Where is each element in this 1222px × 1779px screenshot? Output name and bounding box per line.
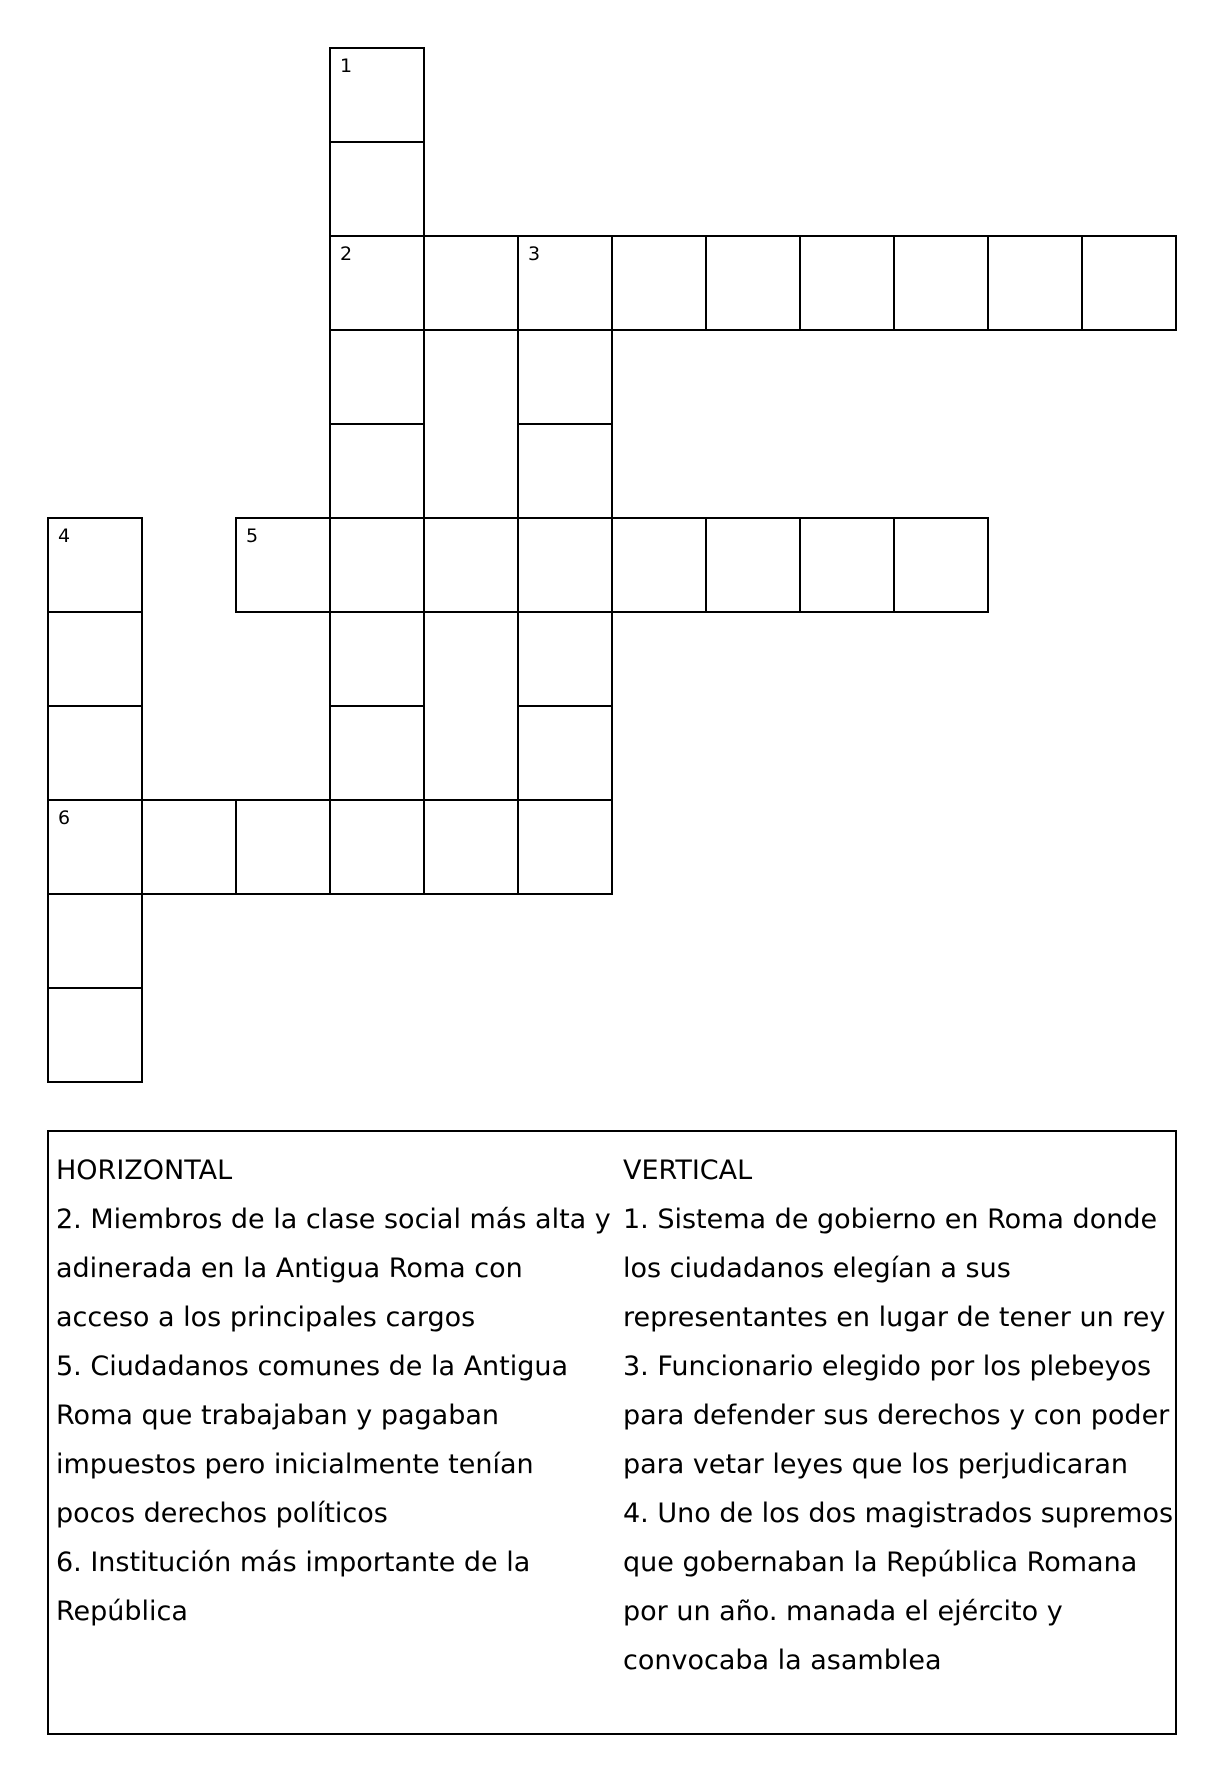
crossword-cell[interactable] xyxy=(329,517,425,613)
crossword-cell[interactable] xyxy=(987,235,1083,331)
crossword-cell[interactable] xyxy=(47,987,143,1083)
clue-line: 4. Uno de los dos magistrados supremos xyxy=(623,1498,1174,1529)
clue-line: República xyxy=(56,1596,188,1627)
crossword-cell[interactable] xyxy=(329,611,425,707)
crossword-cell[interactable] xyxy=(517,705,613,801)
crossword-cell[interactable] xyxy=(329,799,425,895)
clue-line: pocos derechos políticos xyxy=(56,1498,388,1529)
crossword-cell[interactable] xyxy=(329,423,425,519)
crossword-cell[interactable] xyxy=(47,705,143,801)
clue-line: adinerada en la Antigua Roma con xyxy=(56,1253,523,1284)
crossword-cell[interactable] xyxy=(141,799,237,895)
crossword-cell[interactable] xyxy=(517,611,613,707)
clue-line: Roma que trabajaban y pagaban xyxy=(56,1400,500,1431)
clue-line: representantes en lugar de tener un rey xyxy=(623,1302,1166,1333)
crossword-cell[interactable] xyxy=(329,235,425,331)
clue-line: los ciudadanos elegían a sus xyxy=(623,1253,1011,1284)
clue-number: 4 xyxy=(58,525,71,547)
clue-number: 5 xyxy=(246,525,259,547)
crossword-cell[interactable] xyxy=(893,517,989,613)
crossword-cell[interactable] xyxy=(611,517,707,613)
clue-number: 6 xyxy=(58,807,71,829)
clue-line: 2. Miembros de la clase social más alta y xyxy=(56,1204,611,1235)
crossword-cell[interactable] xyxy=(47,517,143,613)
clue-line: para defender sus derechos y con poder xyxy=(623,1400,1170,1431)
crossword-cell[interactable] xyxy=(517,799,613,895)
crossword-cell[interactable] xyxy=(47,799,143,895)
clue-number: 1 xyxy=(340,55,353,77)
clue-line: acceso a los principales cargos xyxy=(56,1302,476,1333)
clue-line: que gobernaban la República Romana xyxy=(623,1547,1138,1578)
crossword-cell[interactable] xyxy=(423,517,519,613)
crossword-cell[interactable] xyxy=(705,517,801,613)
horizontal-heading: HORIZONTAL xyxy=(56,1155,233,1186)
crossword-cell[interactable] xyxy=(1081,235,1177,331)
crossword-cell[interactable] xyxy=(517,423,613,519)
crossword-cell[interactable] xyxy=(329,47,425,143)
vertical-heading: VERTICAL xyxy=(623,1155,753,1186)
crossword-cell[interactable] xyxy=(517,517,613,613)
clue-line: por un año. manada el ejército y xyxy=(623,1596,1063,1627)
vertical-clues xyxy=(623,1146,1175,1685)
clue-line: 6. Institución más importante de la xyxy=(56,1547,531,1578)
clue-line: 3. Funcionario elegido por los plebeyos xyxy=(623,1351,1152,1382)
crossword-cell[interactable] xyxy=(517,235,613,331)
crossword-cell[interactable] xyxy=(799,517,895,613)
clue-number: 3 xyxy=(528,243,541,265)
clue-line: impuestos pero inicialmente tenían xyxy=(56,1449,534,1480)
crossword-cell[interactable] xyxy=(423,235,519,331)
crossword-cell[interactable] xyxy=(235,517,331,613)
crossword-cell[interactable] xyxy=(611,235,707,331)
crossword-cell[interactable] xyxy=(329,329,425,425)
crossword-cell[interactable] xyxy=(47,611,143,707)
crossword-cell[interactable] xyxy=(47,893,143,989)
crossword-cell[interactable] xyxy=(329,141,425,237)
clue-line: para vetar leyes que los perjudicaran xyxy=(623,1449,1129,1480)
clue-line: 5. Ciudadanos comunes de la Antigua xyxy=(56,1351,569,1382)
crossword-cell[interactable] xyxy=(423,799,519,895)
horizontal-clues xyxy=(56,1146,616,1636)
clue-line: 1. Sistema de gobierno en Roma donde xyxy=(623,1204,1158,1235)
clue-line: convocaba la asamblea xyxy=(623,1645,942,1676)
crossword-cell[interactable] xyxy=(893,235,989,331)
clues-box xyxy=(47,1130,1177,1735)
clue-number: 2 xyxy=(340,243,353,265)
crossword-cell[interactable] xyxy=(517,329,613,425)
crossword-cell[interactable] xyxy=(235,799,331,895)
crossword-cell[interactable] xyxy=(799,235,895,331)
crossword-cell[interactable] xyxy=(705,235,801,331)
crossword-cell[interactable] xyxy=(329,705,425,801)
